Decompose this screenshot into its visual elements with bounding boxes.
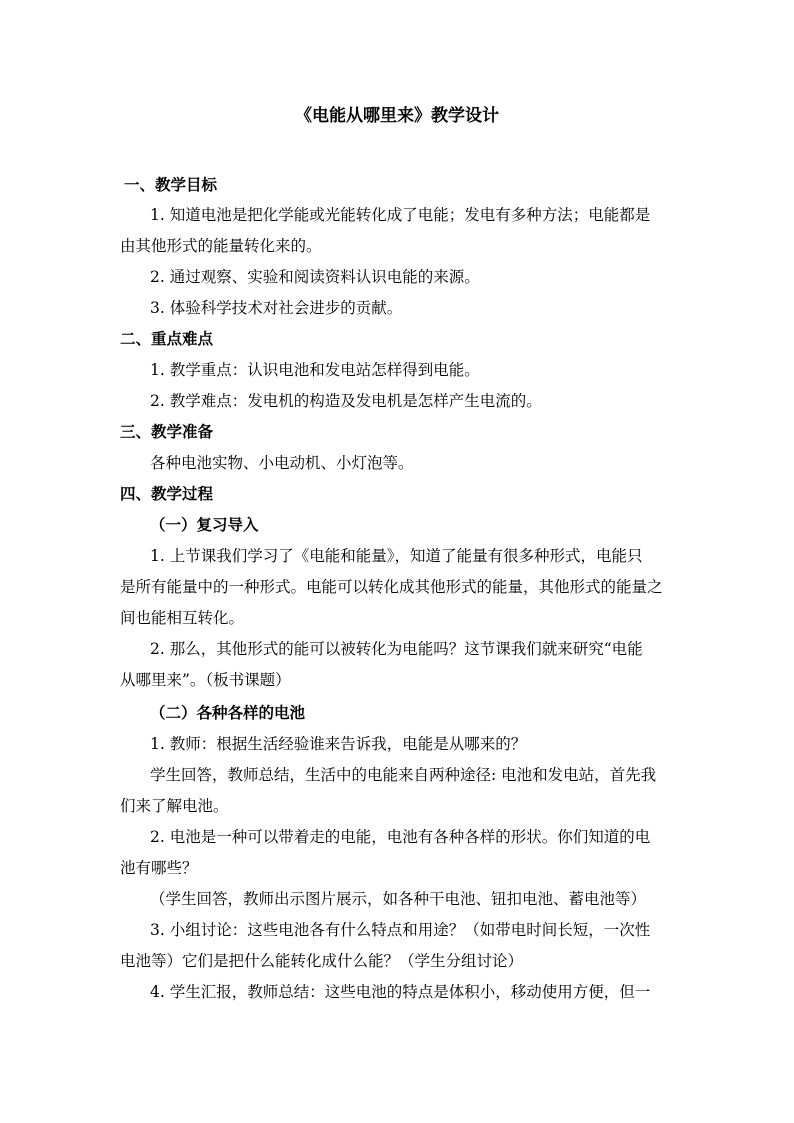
- paragraph-line: 们来了解电池。: [120, 797, 229, 815]
- paragraph-line: 1. 教学重点：认识电池和发电站怎样得到电能。: [150, 361, 480, 379]
- paragraph-line: 2. 电池是一种可以带着走的电能，电池有各种各样的形状。你们知道的电: [150, 828, 651, 846]
- paragraph-line: 4. 学生汇报，教师总结：这些电池的特点是体积小，移动使用方便，但一: [150, 983, 651, 1001]
- section-heading-objectives: 一、教学目标: [124, 175, 218, 194]
- document-title: 《电能从哪里来》教学设计: [295, 106, 499, 126]
- paragraph-line: 1. 上节课我们学习了《电能和能量》，知道了能量有很多种形式，电能只: [150, 547, 643, 565]
- subsection-heading-batteries: （二）各种各样的电池: [150, 703, 306, 722]
- paragraph-line: 由其他形式的能量转化来的。: [120, 237, 322, 255]
- paragraph-line: 是所有能量中的一种形式。电能可以转化成其他形式的能量，其他形式的能量之: [120, 578, 663, 596]
- paragraph-line: 电池等）它们是把什么能转化成什么能？（学生分组讨论）: [120, 952, 524, 970]
- paragraph-line: 3. 小组讨论：这些电池各有什么特点和用途？（如带电时间长短，一次性: [150, 921, 651, 939]
- paragraph-line: 3. 体验科学技术对社会进步的贡献。: [150, 299, 403, 317]
- paragraph-line: 池有哪些？: [120, 859, 198, 877]
- paragraph-line: 1. 知道电池是把化学能或光能转化成了电能；发电有多种方法；电能都是: [150, 206, 651, 224]
- section-heading-preparation: 三、教学准备: [120, 422, 214, 441]
- paragraph-line: 2. 教学难点：发电机的构造及发电机是怎样产生电流的。: [150, 392, 542, 410]
- paragraph-line: 1. 教师：根据生活经验谁来告诉我，电能是从哪来的？: [150, 735, 527, 753]
- paragraph-line: 2. 通过观察、实验和阅读资料认识电能的来源。: [150, 268, 480, 286]
- paragraph-line: 从哪里来”。（板书课题）: [120, 671, 291, 689]
- paragraph-line: 2. 那么，其他形式的能可以被转化为电能吗？这节课我们就来研究“电能: [150, 640, 643, 658]
- section-heading-process: 四、教学过程: [120, 484, 214, 503]
- subsection-heading-review: （一）复习导入: [150, 515, 259, 534]
- paragraph-line: 学生回答，教师总结，生活中的电能来自两种途径: 电池和发电站，首先我: [150, 766, 657, 784]
- section-heading-key-points: 二、重点难点: [120, 329, 214, 348]
- paragraph-line: 间也能相互转化。: [120, 609, 245, 627]
- paragraph-line: （学生回答，教师出示图片展示，如各种干电池、钮扣电池、蓄电池等）: [150, 890, 647, 908]
- paragraph-line: 各种电池实物、小电动机、小灯泡等。: [150, 454, 414, 472]
